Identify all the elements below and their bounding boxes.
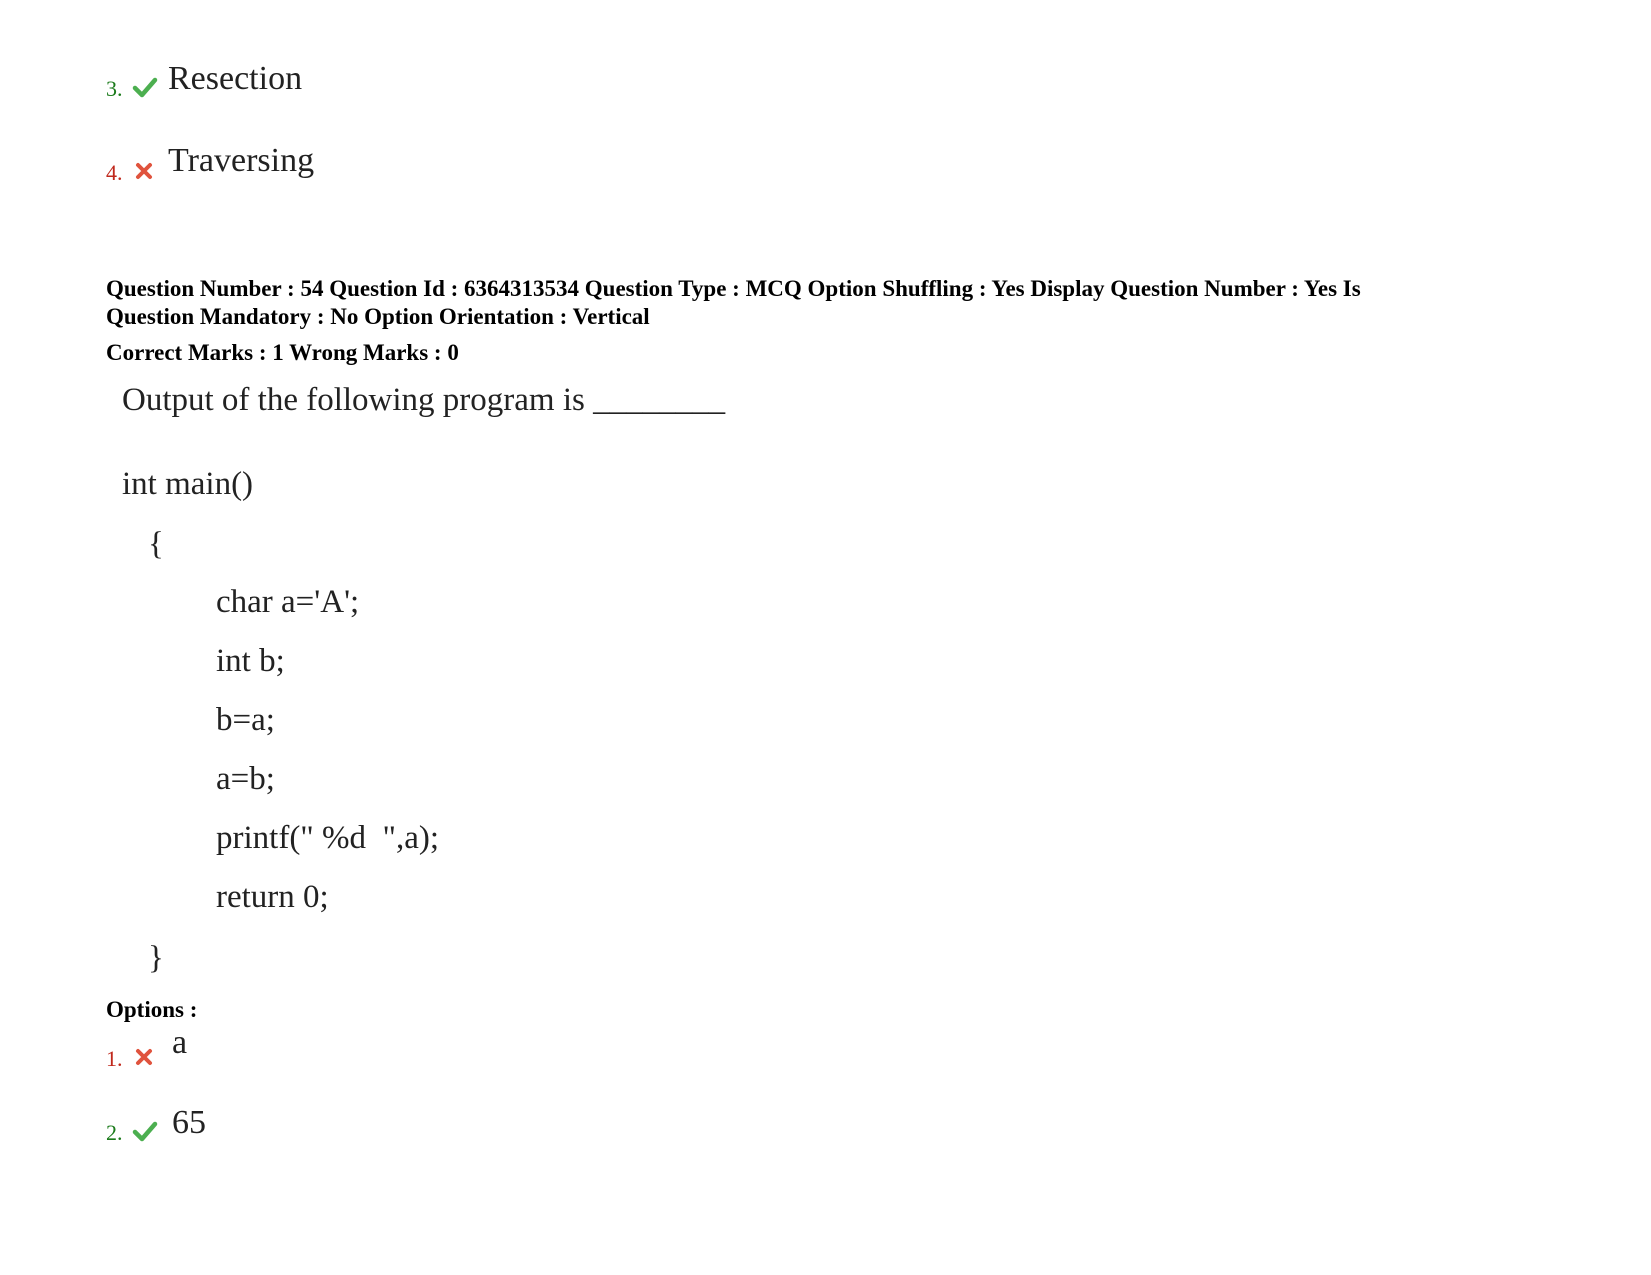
option-number: 4. <box>106 160 123 185</box>
option-number: 2. <box>106 1120 123 1145</box>
code-line: { <box>148 526 164 562</box>
option-text: Resection <box>168 60 303 97</box>
code-line: printf(" %d ",a); <box>216 820 440 856</box>
option-row <box>106 1026 187 1072</box>
cross-icon <box>132 1046 158 1068</box>
code-line: } <box>148 940 164 976</box>
check-icon <box>132 1120 158 1142</box>
cross-icon <box>132 160 158 182</box>
code-line: char a='A'; <box>216 584 360 620</box>
option-text: 65 <box>172 1104 206 1141</box>
code-line: int main() <box>122 466 254 502</box>
check-icon <box>132 76 158 98</box>
options-label: Options : <box>106 997 198 1022</box>
option-text: Traversing <box>168 142 315 179</box>
option-text: a <box>172 1024 188 1061</box>
option-row <box>106 62 302 102</box>
code-line: b=a; <box>216 702 275 738</box>
option-row <box>106 144 314 186</box>
code-line: a=b; <box>216 761 275 797</box>
question-prompt: Output of the following program is ________ <box>122 382 726 418</box>
option-number: 3. <box>106 76 123 101</box>
code-line: int b; <box>216 643 285 679</box>
option-number: 1. <box>106 1046 123 1071</box>
question-meta <box>106 275 1546 331</box>
question-meta-line: Question Mandatory : No Option Orientation : Vertical <box>106 304 650 329</box>
question-meta-line: Question Number : 54 Question Id : 6364313534 Question Type : MCQ Option Shuffling : Yes Display Question Number : Yes Is <box>106 276 1361 301</box>
option-row <box>106 1106 206 1146</box>
code-line: return 0; <box>216 879 329 915</box>
marks-line: Correct Marks : 1 Wrong Marks : 0 <box>106 340 459 365</box>
